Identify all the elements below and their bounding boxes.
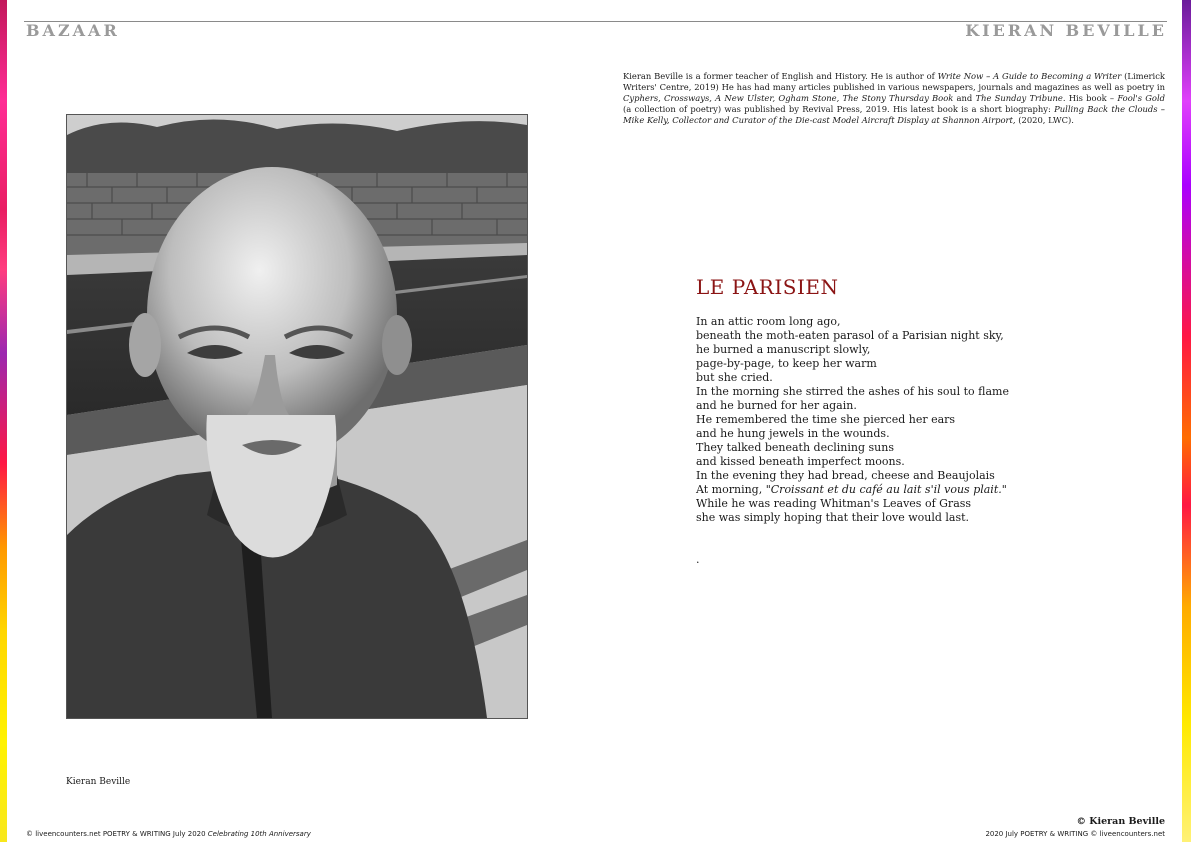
poem-title: LE PARISIEN <box>696 275 839 299</box>
poem-line: He remembered the time she pierced her ears <box>696 413 956 426</box>
copyright-author: © Kieran Beville <box>1076 816 1165 827</box>
decorative-right-edge <box>1182 0 1191 842</box>
section-title: BAZAAR <box>26 21 120 40</box>
poem-trailing-mark: . <box>696 553 700 566</box>
decorative-left-edge <box>0 0 7 842</box>
poem-line: In the morning she stirred the ashes of his soul to flame <box>696 385 1009 398</box>
poem-line: They talked beneath declining suns <box>696 441 894 454</box>
poem-line: In the evening they had bread, cheese and Beaujolais <box>696 469 995 482</box>
footer-right: 2020 July POETRY & WRITING © liveencounters.net <box>985 830 1165 838</box>
poem-line: he burned a manuscript slowly, <box>696 343 871 356</box>
poem-line: In an attic room long ago, <box>696 315 841 328</box>
poem-line: and he burned for her again. <box>696 399 857 412</box>
footer-left: © liveencounters.net POETRY & WRITING July 2020 Celebrating 10th Anniversary <box>26 830 311 838</box>
poem-line: she was simply hoping that their love would last. <box>696 511 970 524</box>
poem-line: and he hung jewels in the wounds. <box>696 427 890 440</box>
author-bio: Kieran Beville is a former teacher of English and History. He is author of Write Now – A Guide to Becoming a Writer (Limerick Writers' Centre, 2019) He has had many articles published in various newspapers, journals and magazines as well as poetry in Cyphers, Crossways, A New Ulster, Ogham Stone, The Stony Thursday Book and The Sunday Tribune. His book – Fool's Gold (a collection of poetry) was published by Revival Press, 2019. His latest book is a short biography: Pulling Back the Clouds – Mike Kelly, Collector and Curator of the Die-cast Model Aircraft Display at Shannon Airport, (2020, LWC). <box>623 71 1166 125</box>
poem-line: beneath the moth-eaten parasol of a Parisian night sky, <box>696 329 1004 342</box>
poem-line: page-by-page, to keep her warm <box>696 357 877 370</box>
author-header: KIERAN BEVILLE <box>965 21 1167 40</box>
poem-line: but she cried. <box>696 371 773 384</box>
poem-body <box>696 315 1166 525</box>
author-photo <box>66 114 528 719</box>
photo-caption: Kieran Beville <box>66 777 131 787</box>
poem-line: At morning, "Croissant et du café au lait s'il vous plait." <box>696 483 1007 496</box>
poem-line: and kissed beneath imperfect moons. <box>696 455 905 468</box>
poem-line: While he was reading Whitman's Leaves of Grass <box>696 497 972 510</box>
